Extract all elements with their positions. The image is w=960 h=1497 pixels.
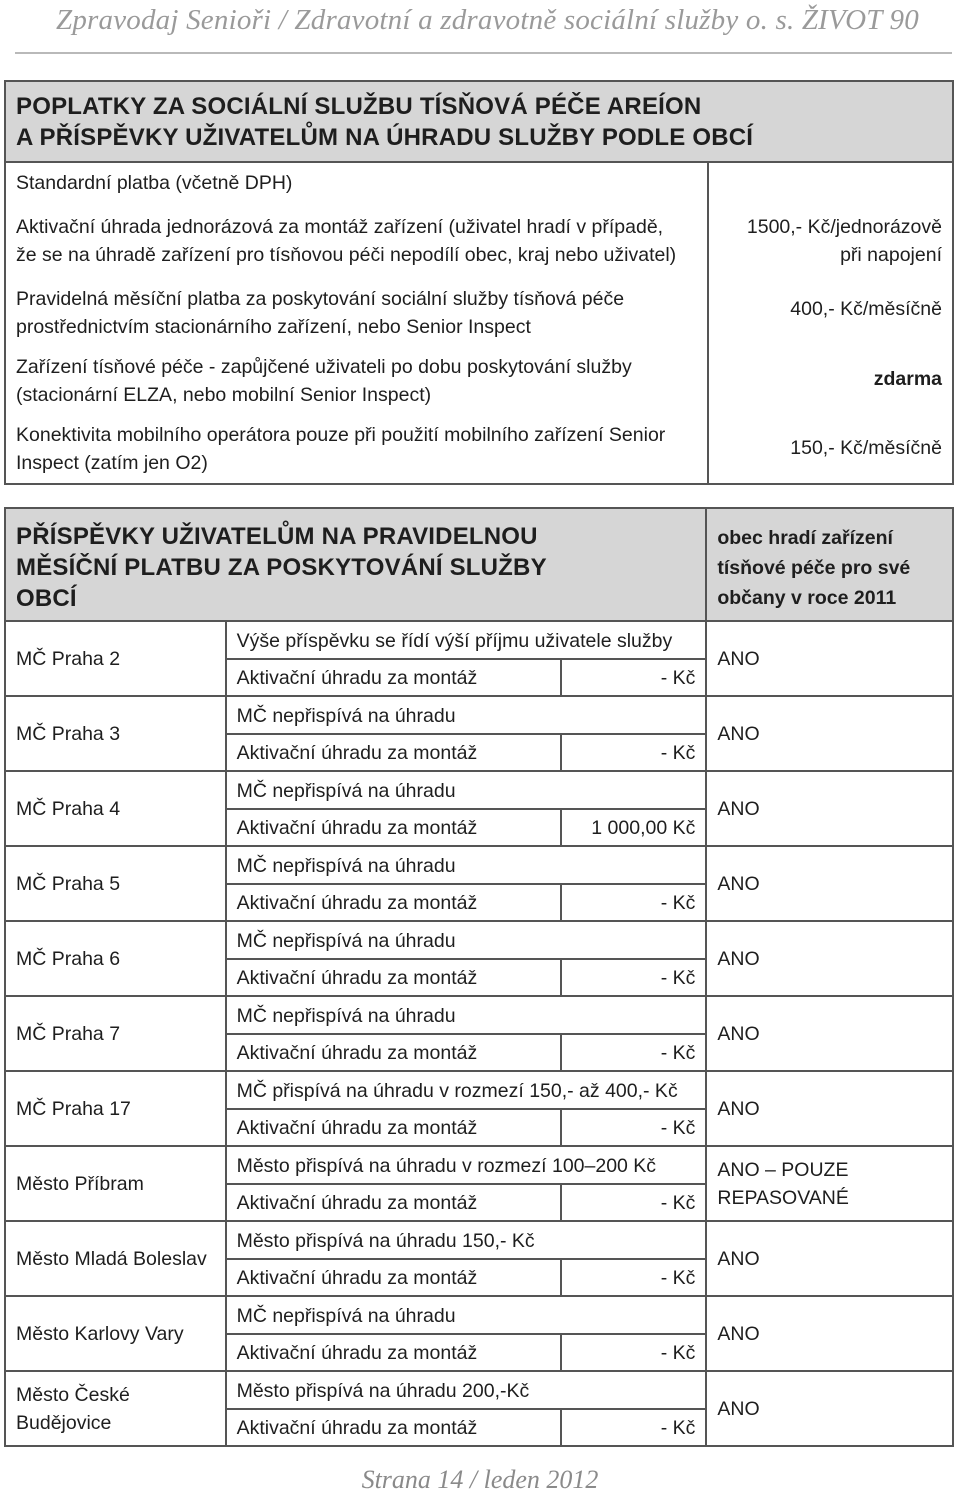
device-provided: ANO xyxy=(706,1071,953,1146)
activation-label: Aktivační úhradu za montáž xyxy=(226,734,561,771)
fee-value: 150,- Kč/měsíčně xyxy=(708,413,953,484)
fee-label: Konektivita mobilního operátora pouze při použití mobilního zařízení Senior Inspect (zatím jen O2) xyxy=(5,413,708,484)
activation-amount: - Kč xyxy=(561,734,707,771)
device-provided: ANO xyxy=(706,771,953,846)
municipality-name: MČ Praha 5 xyxy=(5,846,226,921)
activation-label: Aktivační úhradu za montáž xyxy=(226,959,561,996)
contribution-note: MČ nepřispívá na úhradu xyxy=(226,921,707,959)
header-title: Zpravodaj Senioři / Zdravotní a zdravotně sociální služby o. s. ŽIVOT 90 xyxy=(56,4,919,36)
device-provided: ANO xyxy=(706,921,953,996)
table-row xyxy=(5,1221,953,1259)
activation-label: Aktivační úhradu za montáž xyxy=(226,659,561,696)
municipality-name: MČ Praha 6 xyxy=(5,921,226,996)
contribution-note: MČ nepřispívá na úhradu xyxy=(226,996,707,1034)
device-provided: ANO xyxy=(706,621,953,696)
table-row xyxy=(5,1296,953,1334)
fee-value: 1500,- Kč/jednorázově při napojení xyxy=(708,201,953,273)
activation-label: Aktivační úhradu za montáž xyxy=(226,1034,561,1071)
page-footer: Strana 14 / leden 2012 xyxy=(361,1465,599,1494)
activation-label: Aktivační úhradu za montáž xyxy=(226,1334,561,1371)
activation-label: Aktivační úhradu za montáž xyxy=(226,1184,561,1221)
municipality-name: MČ Praha 4 xyxy=(5,771,226,846)
fee-value: 400,- Kč/měsíčně xyxy=(708,273,953,345)
contributions-title: PŘÍSPĚVKY UŽIVATELŮM NA PRAVIDELNOU MĚSÍČNÍ PLATBU ZA POSKYTOVÁNÍ SLUŽBY OBCÍ xyxy=(5,508,706,621)
device-provided: ANO – POUZE REPASOVANÉ xyxy=(706,1146,953,1221)
header-divider xyxy=(15,52,952,54)
device-column-header: obec hradí zařízení tísňové péče pro své občany v roce 2011 xyxy=(706,508,953,621)
activation-label: Aktivační úhradu za montáž xyxy=(226,1259,561,1296)
device-provided: ANO xyxy=(706,996,953,1071)
activation-amount: - Kč xyxy=(561,1034,707,1071)
table-row xyxy=(5,996,953,1034)
activation-label: Aktivační úhradu za montáž xyxy=(226,1109,561,1146)
table-row xyxy=(5,696,953,734)
activation-amount: - Kč xyxy=(561,959,707,996)
contribution-note: MČ nepřispívá na úhradu xyxy=(226,696,707,734)
activation-amount: - Kč xyxy=(561,1109,707,1146)
activation-amount: - Kč xyxy=(561,884,707,921)
fees-title-line-2: A PŘÍSPĚVKY UŽIVATELŮM NA ÚHRADU SLUŽBY PODLE OBCÍ xyxy=(16,124,754,151)
activation-amount: - Kč xyxy=(561,1259,707,1296)
contribution-note: Město přispívá na úhradu 150,- Kč xyxy=(226,1221,707,1259)
contribution-note: MČ přispívá na úhradu v rozmezí 150,- až 400,- Kč xyxy=(226,1071,707,1109)
device-provided: ANO xyxy=(706,846,953,921)
activation-amount: 1 000,00 Kč xyxy=(561,809,707,846)
contribution-note: Město přispívá na úhradu 200,-Kč xyxy=(226,1371,707,1409)
device-provided: ANO xyxy=(706,696,953,771)
municipality-name: Město České Budějovice xyxy=(5,1371,226,1446)
municipality-name: MČ Praha 3 xyxy=(5,696,226,771)
activation-label: Aktivační úhradu za montáž xyxy=(226,809,561,846)
municipality-name: MČ Praha 17 xyxy=(5,1071,226,1146)
municipality-name: MČ Praha 2 xyxy=(5,621,226,696)
contribution-note: MČ nepřispívá na úhradu xyxy=(226,771,707,809)
fee-label: Standardní platba (včetně DPH) xyxy=(5,162,708,201)
activation-amount: - Kč xyxy=(561,1334,707,1371)
contribution-note: Město přispívá na úhradu v rozmezí 100–200 Kč xyxy=(226,1146,707,1184)
page-header xyxy=(0,0,960,54)
device-provided: ANO xyxy=(706,1371,953,1446)
activation-amount: - Kč xyxy=(561,1409,707,1446)
table-row xyxy=(5,771,953,809)
contribution-note: MČ nepřispívá na úhradu xyxy=(226,1296,707,1334)
municipality-name: Město Příbram xyxy=(5,1146,226,1221)
device-provided: ANO xyxy=(706,1296,953,1371)
contribution-note: MČ nepřispívá na úhradu xyxy=(226,846,707,884)
table-row xyxy=(5,1371,953,1409)
municipality-name: Město Karlovy Vary xyxy=(5,1296,226,1371)
table-row xyxy=(5,1146,953,1184)
activation-amount: - Kč xyxy=(561,659,707,696)
table-row xyxy=(5,846,953,884)
contributions-table xyxy=(4,507,954,1447)
fees-table xyxy=(4,80,954,485)
fee-value: zdarma xyxy=(708,345,953,413)
fees-table-title xyxy=(5,81,953,162)
contribution-note: Výše příspěvku se řídí výší příjmu uživatele služby xyxy=(226,621,707,659)
device-provided: ANO xyxy=(706,1221,953,1296)
table-row xyxy=(5,621,953,659)
fee-label: Aktivační úhrada jednorázová za montáž zařízení (uživatel hradí v případě, že se na úhradě zařízení pro tísňovou péči nepodílí obec, kraj nebo uživatel) xyxy=(5,201,708,273)
municipality-name: MČ Praha 7 xyxy=(5,996,226,1071)
fee-label: Pravidelná měsíční platba za poskytování sociální služby tísňová péče prostřednictvím stacionárního zařízení, nebo Senior Inspect xyxy=(5,273,708,345)
fee-label: Zařízení tísňové péče - zapůjčené uživateli po dobu poskytování služby (stacionární ELZA, nebo mobilní Senior Inspect) xyxy=(5,345,708,413)
activation-label: Aktivační úhradu za montáž xyxy=(226,884,561,921)
table-row xyxy=(5,921,953,959)
activation-label: Aktivační úhradu za montáž xyxy=(226,1409,561,1446)
activation-amount: - Kč xyxy=(561,1184,707,1221)
fees-title-line-1: POPLATKY ZA SOCIÁLNÍ SLUŽBU TÍSŇOVÁ PÉČE AREÍON xyxy=(16,93,702,120)
municipality-name: Město Mladá Boleslav xyxy=(5,1221,226,1296)
table-row xyxy=(5,1071,953,1109)
fee-value xyxy=(708,162,953,201)
